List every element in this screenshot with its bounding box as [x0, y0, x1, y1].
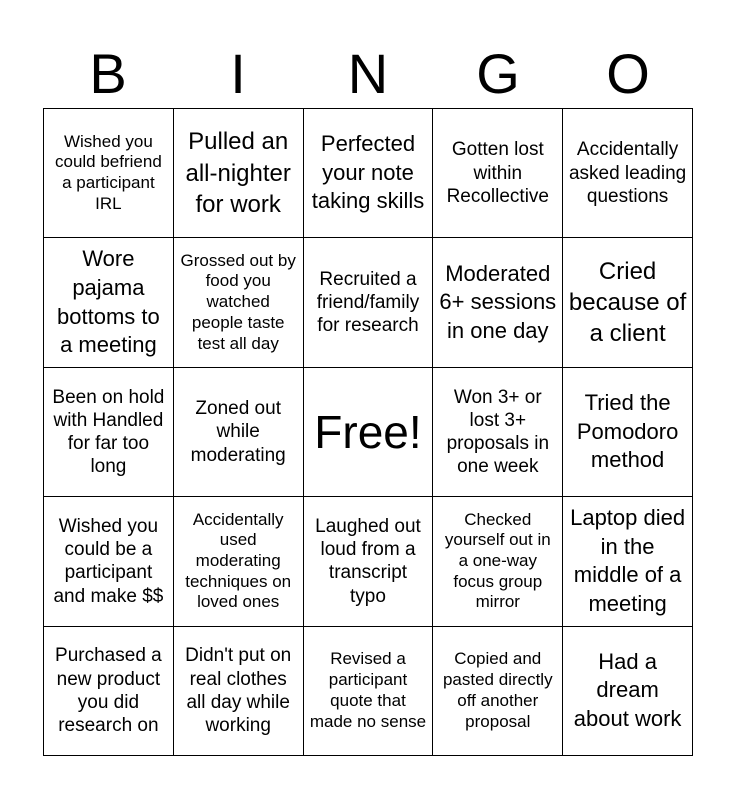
free-space-cell[interactable]: Free!	[304, 368, 434, 497]
header-letter-i: I	[230, 42, 246, 105]
bingo-cell[interactable]: Zoned out while moderating	[174, 368, 304, 497]
bingo-cell[interactable]: Grossed out by food you watched people taste test all day	[174, 238, 304, 367]
bingo-cell[interactable]: Laptop died in the middle of a meeting	[563, 497, 693, 626]
bingo-cell[interactable]: Wore pajama bottoms to a meeting	[44, 238, 174, 367]
bingo-cell[interactable]: Purchased a new product you did research on	[44, 627, 174, 756]
header-letter-o: O	[606, 42, 650, 105]
bingo-cell[interactable]: Recruited a friend/family for research	[304, 238, 434, 367]
bingo-cell[interactable]: Laughed out loud from a transcript typo	[304, 497, 434, 626]
bingo-cell[interactable]: Cried because of a client	[563, 238, 693, 367]
bingo-cell[interactable]: Didn't put on real clothes all day while working	[174, 627, 304, 756]
header-letter-n: N	[347, 42, 389, 105]
bingo-cell[interactable]: Pulled an all-nighter for work	[174, 109, 304, 238]
bingo-cell[interactable]: Perfected your note taking skills	[304, 109, 434, 238]
bingo-cell[interactable]: Wished you could befriend a participant IRL	[44, 109, 174, 238]
bingo-cell[interactable]: Accidentally used moderating techniques on loved ones	[174, 497, 304, 626]
bingo-cell[interactable]: Wished you could be a participant and make $$	[44, 497, 174, 626]
bingo-cell[interactable]: Had a dream about work	[563, 627, 693, 756]
bingo-cell[interactable]: Copied and pasted directly off another proposal	[433, 627, 563, 756]
bingo-header	[43, 40, 693, 108]
bingo-cell[interactable]: Revised a participant quote that made no sense	[304, 627, 434, 756]
bingo-cell[interactable]: Gotten lost within Recollective	[433, 109, 563, 238]
header-letter-b: B	[89, 42, 127, 105]
bingo-cell[interactable]: Tried the Pomodoro method	[563, 368, 693, 497]
bingo-cell[interactable]: Been on hold with Handled for far too long	[44, 368, 174, 497]
bingo-cell[interactable]: Won 3+ or lost 3+ proposals in one week	[433, 368, 563, 497]
bingo-grid	[43, 108, 693, 756]
bingo-cell[interactable]: Moderated 6+ sessions in one day	[433, 238, 563, 367]
bingo-cell[interactable]: Checked yourself out in a one-way focus group mirror	[433, 497, 563, 626]
header-letter-g: G	[476, 42, 520, 105]
bingo-cell[interactable]: Accidentally asked leading questions	[563, 109, 693, 238]
